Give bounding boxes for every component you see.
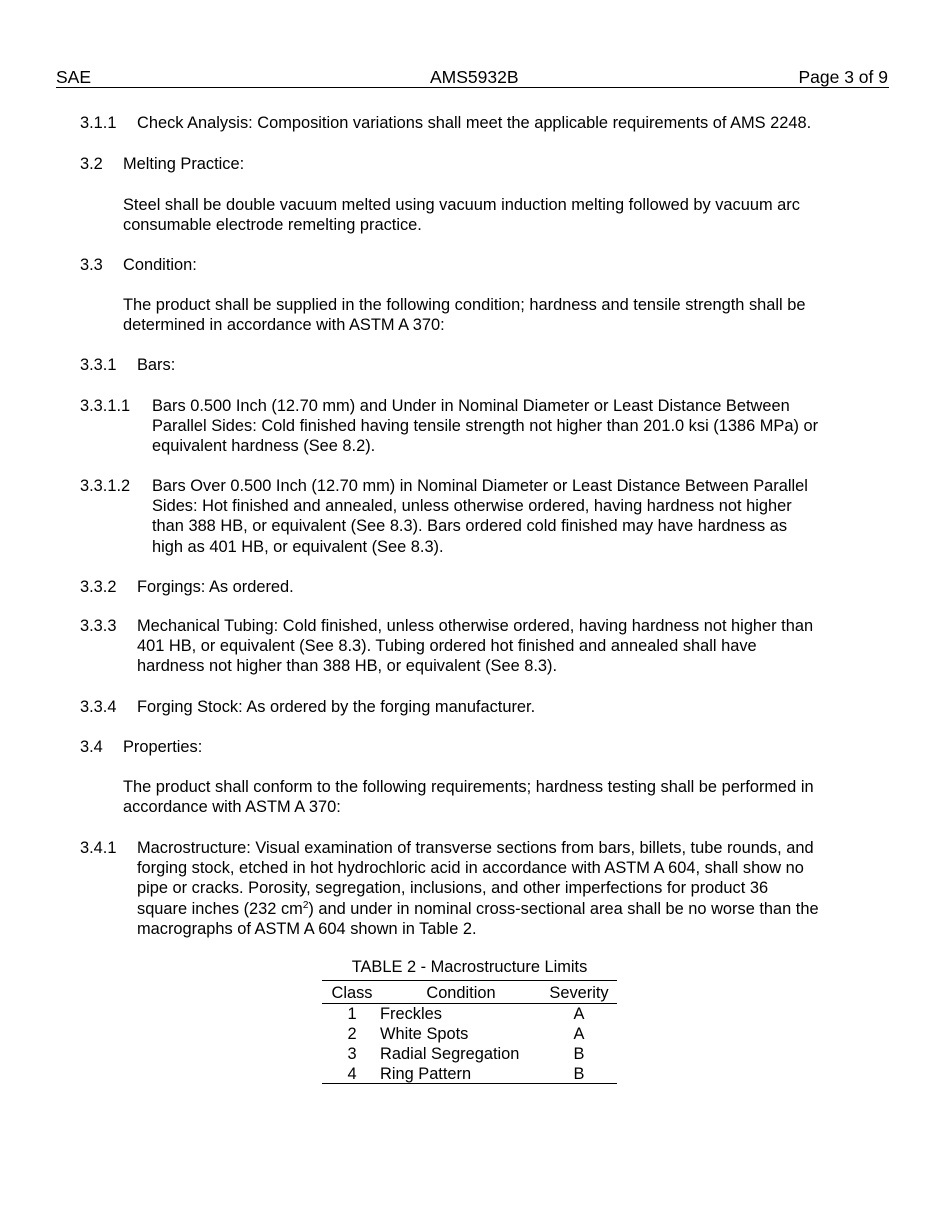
section-3-2-heading: Melting Practice: xyxy=(123,155,245,173)
section-number-3-3-1: 3.3.1 xyxy=(80,356,117,374)
table-cell-condition: Freckles xyxy=(380,1005,442,1023)
section-3-3-body xyxy=(123,295,805,335)
section-3-4-1-text xyxy=(137,838,819,939)
text-line: Macrostructure: Visual examination of transverse sections from bars, billets, tube rounds, and xyxy=(137,839,814,857)
section-3-3-heading: Condition: xyxy=(123,256,197,274)
section-3-3-3-text xyxy=(137,616,813,677)
table-bottom-rule xyxy=(322,1083,617,1084)
table-cell-severity: A xyxy=(573,1005,585,1023)
table-cell-class: 1 xyxy=(347,1005,357,1023)
text-line: high as 401 HB, or equivalent (See 8.3). xyxy=(152,537,444,556)
text-line: determined in accordance with ASTM A 370: xyxy=(123,316,445,335)
section-number-3-3-3: 3.3.3 xyxy=(80,617,117,635)
header-left: SAE xyxy=(56,67,92,87)
text-line: forging stock, etched in hot hydrochloric acid in accordance with ASTM A 604, shall show no xyxy=(137,859,804,878)
section-3-1-1-text xyxy=(137,113,811,133)
text-line: pipe or cracks. Porosity, segregation, inclusions, and other imperfections for product 36 xyxy=(137,879,769,898)
text-line xyxy=(137,899,819,919)
table-top-rule xyxy=(322,980,617,981)
table-cell-severity: B xyxy=(573,1065,585,1083)
table-cell-class: 3 xyxy=(347,1045,357,1063)
section-3-3-4-text xyxy=(137,697,535,717)
text-line: than 388 HB, or equivalent (See 8.3). Bars ordered cold finished may have hardness as xyxy=(152,517,788,536)
text-line: Mechanical Tubing: Cold finished, unless otherwise ordered, having hardness not higher than xyxy=(137,617,814,635)
text-line: Bars 0.500 Inch (12.70 mm) and Under in Nominal Diameter or Least Distance Between xyxy=(152,397,790,415)
section-number-3-3-1-2: 3.3.1.2 xyxy=(80,477,131,495)
table-cell-condition: Radial Segregation xyxy=(380,1045,520,1063)
text-line: Parallel Sides: Cold finished having tensile strength not higher than 201.0 ksi (1386 MPa) or xyxy=(152,417,819,436)
table-cell-severity: B xyxy=(573,1045,585,1063)
table-cell-class: 2 xyxy=(347,1025,357,1043)
text-line: Steel shall be double vacuum melted using vacuum induction melting followed by vacuum arc xyxy=(123,196,800,214)
section-3-4-heading: Properties: xyxy=(123,738,203,756)
header-doc-number: AMS5932B xyxy=(430,67,519,87)
table-header-severity: Severity xyxy=(549,984,609,1002)
section-3-3-1-2-text xyxy=(152,476,808,557)
section-3-2-body xyxy=(123,195,800,235)
section-number-3-4: 3.4 xyxy=(80,738,103,756)
header-page-number: Page 3 of 9 xyxy=(798,67,888,87)
table-header-condition: Condition xyxy=(426,984,496,1002)
section-3-4-body xyxy=(123,777,814,817)
text-line: The product shall conform to the following requirements; hardness testing shall be performed in xyxy=(123,778,814,796)
text-line: Forging Stock: As ordered by the forging manufacturer. xyxy=(137,698,536,716)
section-number-3-2: 3.2 xyxy=(80,155,103,173)
text-line: macrographs of ASTM A 604 shown in Table 2. xyxy=(137,919,477,938)
superscript: 2 xyxy=(302,899,309,911)
text-fragment: square inches (232 cm xyxy=(137,899,303,918)
section-number-3-3-4: 3.3.4 xyxy=(80,698,117,716)
section-number-3-3-2: 3.3.2 xyxy=(80,578,117,596)
table-cell-severity: A xyxy=(573,1025,585,1043)
table-cell-class: 4 xyxy=(347,1065,357,1083)
text-line: 401 HB, or equivalent (See 8.3). Tubing ordered hot finished and annealed shall have xyxy=(137,637,757,656)
text-line: equivalent hardness (See 8.2). xyxy=(152,437,376,456)
header-rule xyxy=(56,87,889,88)
text-line: accordance with ASTM A 370: xyxy=(123,798,341,817)
table-cell-condition: White Spots xyxy=(380,1025,469,1043)
text-fragment: ) and under in nominal cross-sectional area shall be no worse than the xyxy=(308,899,819,918)
section-number-3-1-1: 3.1.1 xyxy=(80,114,117,132)
table-2-title: TABLE 2 - Macrostructure Limits xyxy=(351,958,588,976)
section-number-3-3-1-1: 3.3.1.1 xyxy=(80,397,131,415)
text-line: Sides: Hot finished and annealed, unless otherwise ordered, having hardness not higher xyxy=(152,497,792,516)
section-3-3-1-heading: Bars: xyxy=(137,356,176,374)
text-line: The product shall be supplied in the following condition; hardness and tensile strength shall be xyxy=(123,296,806,314)
section-3-3-1-1-text xyxy=(152,396,818,457)
text-line: Bars Over 0.500 Inch (12.70 mm) in Nominal Diameter or Least Distance Between Parallel xyxy=(152,477,808,495)
text-line: Forgings: As ordered. xyxy=(137,578,294,596)
table-cell-condition: Ring Pattern xyxy=(380,1065,472,1083)
section-3-3-2-text xyxy=(137,577,294,597)
text-line: hardness not higher than 388 HB, or equivalent (See 8.3). xyxy=(137,657,558,676)
text-line: Check Analysis: Composition variations shall meet the applicable requirements of AMS 2248. xyxy=(137,114,812,132)
text-line: consumable electrode remelting practice. xyxy=(123,216,422,235)
section-number-3-4-1: 3.4.1 xyxy=(80,839,117,857)
table-header-class: Class xyxy=(331,984,373,1002)
section-number-3-3: 3.3 xyxy=(80,256,103,274)
